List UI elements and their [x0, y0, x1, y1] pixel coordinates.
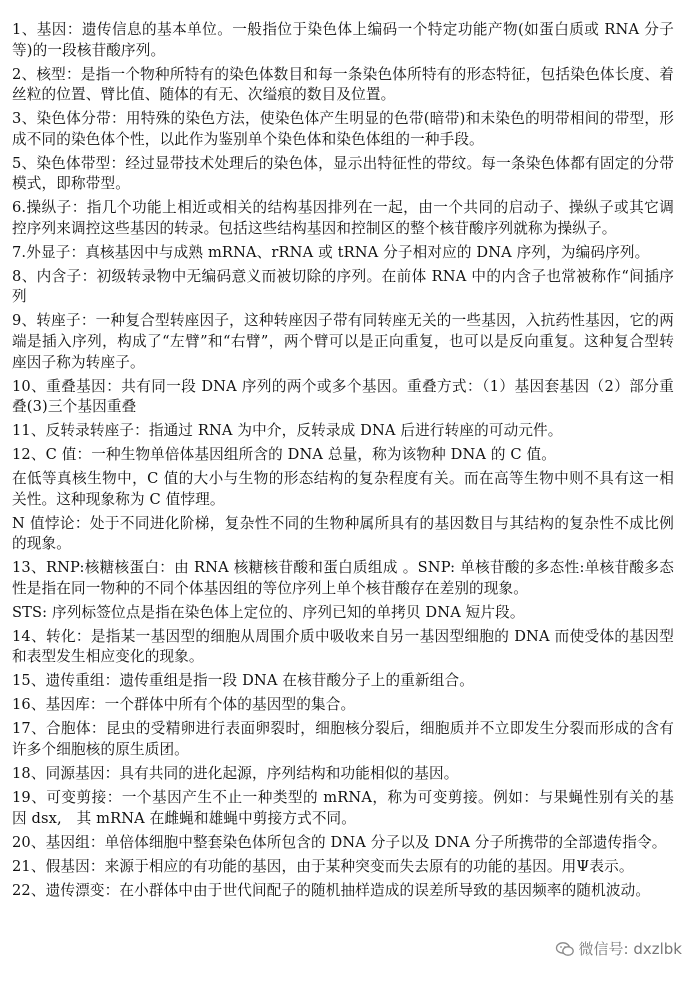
paragraph: 14、转化：是指某一基因型的细胞从周围介质中吸收来自另一基因型细胞的 DNA 而使受体的基因型和表型发生相应变化的现象。 [12, 627, 674, 666]
paragraph: 2、核型：是指一个物种所特有的染色体数目和每一条染色体所特有的形态特征，包括染色体长度、着丝粒的位置、臂比值、随体的有无、次缢痕的数目及位置。 [12, 65, 674, 104]
document-body [12, 20, 674, 901]
paragraph: 6.操纵子：指几个功能上相近或相关的结构基因排列在一起，由一个共同的启动子、操纵子或其它调控序列来调控这些基因的转录。包括这些结构基因和控制区的整个核苷酸序列就称为操纵子。 [12, 199, 674, 237]
paragraph: 15、遗传重组：遗传重组是指一段 DNA 在核苷酸分子上的重新组合。 [12, 672, 474, 690]
watermark [553, 938, 684, 959]
paragraph: 17、合胞体：昆虫的受精卵进行表面卵裂时，细胞核分裂后，细胞质并不立即发生分裂而形成的含有许多个细胞核的原生质团。 [12, 720, 674, 759]
paragraph: 8、内含子：初级转录物中无编码意义而被切除的序列。在前体 RNA 中的内含子也常被称作“间插序列 [12, 267, 674, 306]
paragraph: STS: 序列标签位点是指在染色体上定位的、序列已知的单拷贝 DNA 短片段。 [12, 603, 525, 621]
paragraph: 18、同源基因：具有共同的进化起源，序列结构和功能相似的基因。 [12, 765, 459, 783]
paragraph: 21、假基因：来源于相应的有功能的基因，由于某种突变而失去原有的功能的基因。用Ψ表示。 [12, 857, 634, 875]
paragraph: N 值悖论：处于不同进化阶梯，复杂性不同的生物种属所具有的基因数目与其结构的复杂性不成比例的现象。 [12, 514, 674, 553]
paragraph: 7.外显子：真核基因中与成熟 mRNA、rRNA 或 tRNA 分子相对应的 DNA 序列，为编码序列。 [12, 243, 650, 261]
paragraph: 3、染色体分带：用特殊的染色方法，使染色体产生明显的色带(暗带)和未染色的明带相间的带型，形成不同的染色体个性，以此作为鉴别单个染色体和染色体组的一种手段。 [12, 110, 674, 148]
paragraph: 19、可变剪接：一个基因产生不止一种类型的 mRNA，称为可变剪接。例如：与果蝇性别有关的基因 dsx, 其 mRNA 在雌蝇和雄蝇中剪接方式不同。 [12, 789, 674, 827]
paragraph: 10、重叠基因：共有同一段 DNA 序列的两个或多个基因。重叠方式：（1）基因套基因（2）部分重叠(3)三个基因重叠 [12, 377, 674, 416]
paragraph: 20、基因组：单倍体细胞中整套染色体所包含的 DNA 分子以及 DNA 分子所携带的全部遗传指令。 [12, 833, 667, 851]
paragraph: 13、RNP:核糖核蛋白：由 RNA 核糖核苷酸和蛋白质组成 。SNP: 单核苷酸的多态性:单核苷酸多态性是指在同一物种的不同个体基因组的等位序列上单个核苷酸存在差别的现象。 [12, 559, 674, 597]
paragraph: 1、基因：遗传信息的基本单位。一般指位于染色体上编码一个特定功能产物(如蛋白质或 RNA 分子等)的一段核苷酸序列。 [12, 21, 674, 59]
paragraph: 11、反转录转座子：指通过 RNA 为中介，反转录成 DNA 后进行转座的可动元件。 [12, 422, 563, 440]
paragraph: 22、遗传漂变：在小群体中由于世代间配子的随机抽样造成的误差所导致的基因频率的随机波动。 [12, 881, 651, 899]
paragraph: 9、转座子：一种复合型转座因子，这种转座因子带有同转座无关的一些基因，入抗药性基因，它的两端是插入序列，构成了“左臂”和“右臂”，两个臂可以是正向重复，也可以是反向重复。这种复合型转座因子称为转座子。 [12, 312, 674, 371]
watermark-text: 微信号: dxzlbk [578, 940, 682, 958]
paragraph: 5、染色体带型：经过显带技术处理后的染色体，显示出特征性的带纹。每一条染色体都有固定的分带模式，即称带型。 [12, 154, 674, 193]
paragraph: 16、基因库：一个群体中所有个体的基因型的集合。 [12, 696, 356, 714]
paragraph: 在低等真核生物中，C 值的大小与生物的形态结构的复杂程度有关。而在高等生物中则不具有这一相关性。这种现象称为 C 值悖理。 [12, 470, 674, 508]
paragraph: 12、C 值：一种生物单倍体基因组所含的 DNA 总量，称为该物种 DNA 的 C 值。 [12, 446, 557, 464]
wechat-icon [555, 941, 575, 957]
